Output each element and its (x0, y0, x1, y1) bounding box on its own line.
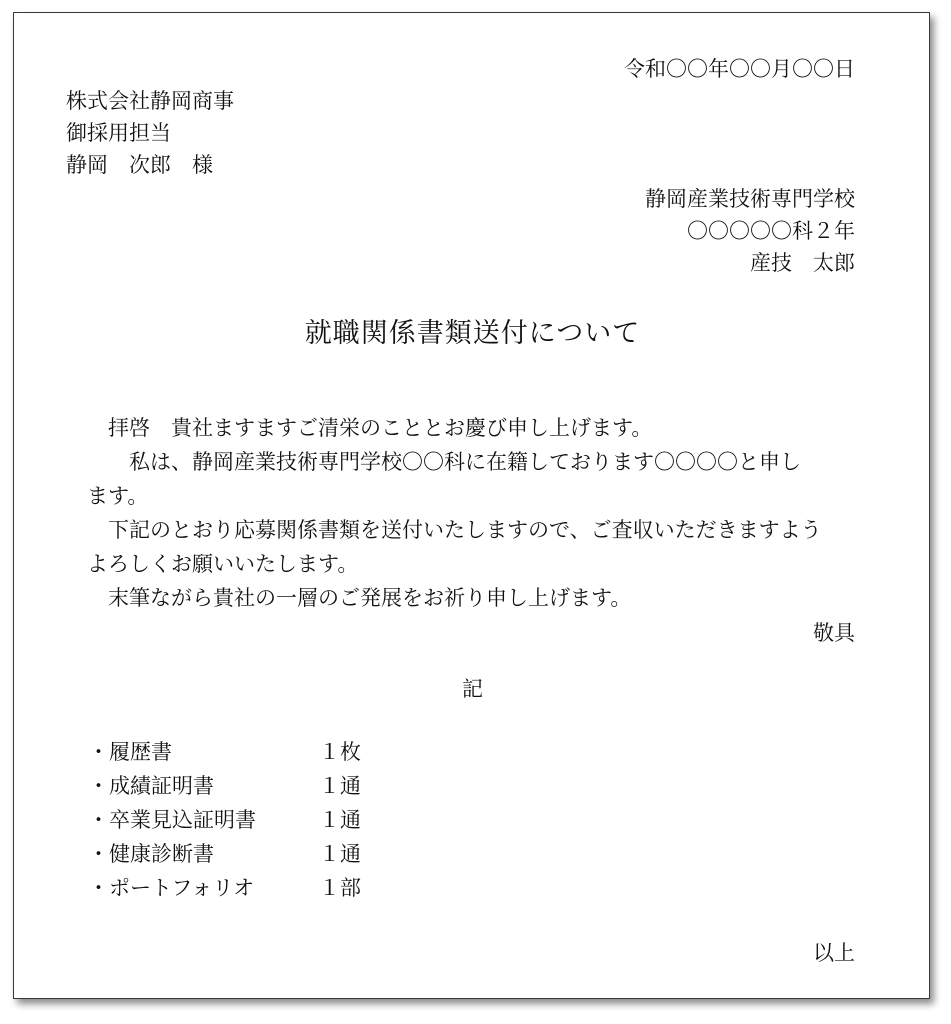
enclosure-name: ・卒業見込証明書 (88, 808, 256, 832)
closing-ijou: 以上 (813, 941, 855, 965)
body-greeting: 拝啓 貴社ますますご清栄のこととお慶び申し上げます。 (108, 416, 653, 440)
enclosure-name: ・成績証明書 (88, 774, 214, 798)
recipient-department: 御採用担当 (66, 121, 171, 145)
sender-school: 静岡産業技術専門学校 (645, 187, 855, 211)
enclosure-quantity: １通 (319, 808, 361, 832)
recipient-company: 株式会社静岡商事 (66, 89, 234, 113)
sender-class: 〇〇〇〇〇科２年 (687, 219, 855, 243)
letter-page (13, 12, 930, 999)
enclosure-quantity: １通 (319, 774, 361, 798)
list-item (88, 871, 361, 905)
letter-title: 就職関係書類送付について (304, 318, 641, 349)
body-paragraph-documents-line1: 下記のとおり応募関係書類を送付いたしますので、ご査収いただきますよう (108, 518, 822, 542)
enclosure-quantity: １枚 (319, 740, 361, 764)
enclosure-quantity: １通 (319, 842, 361, 866)
enclosure-name: ・ポートフォリオ (88, 876, 255, 900)
body-closing-sentence: 末筆ながら貴社の一層のご発展をお祈り申し上げます。 (108, 586, 632, 610)
enclosure-name: ・健康診断書 (88, 842, 214, 866)
body-paragraph-documents-line2: よろしくお願いいたします。 (87, 552, 359, 576)
list-item (88, 735, 361, 769)
recipient-name: 静岡 次郎 様 (66, 153, 213, 177)
body-paragraph-intro-line2: ます。 (87, 484, 149, 508)
letter-date: 令和〇〇年〇〇月〇〇日 (624, 57, 855, 81)
list-item (88, 769, 361, 803)
sender-name: 産技 太郎 (750, 251, 855, 275)
ki-heading: 記 (462, 677, 483, 701)
enclosure-name: ・履歴書 (88, 740, 172, 764)
enclosure-quantity: １部 (319, 876, 361, 900)
list-item (88, 837, 361, 871)
body-paragraph-intro-line1: 私は、静岡産業技術専門学校〇〇科に在籍しております〇〇〇〇と申し (129, 450, 801, 474)
enclosure-list (88, 735, 361, 905)
closing-keigu: 敬具 (813, 621, 855, 645)
list-item (88, 803, 361, 837)
